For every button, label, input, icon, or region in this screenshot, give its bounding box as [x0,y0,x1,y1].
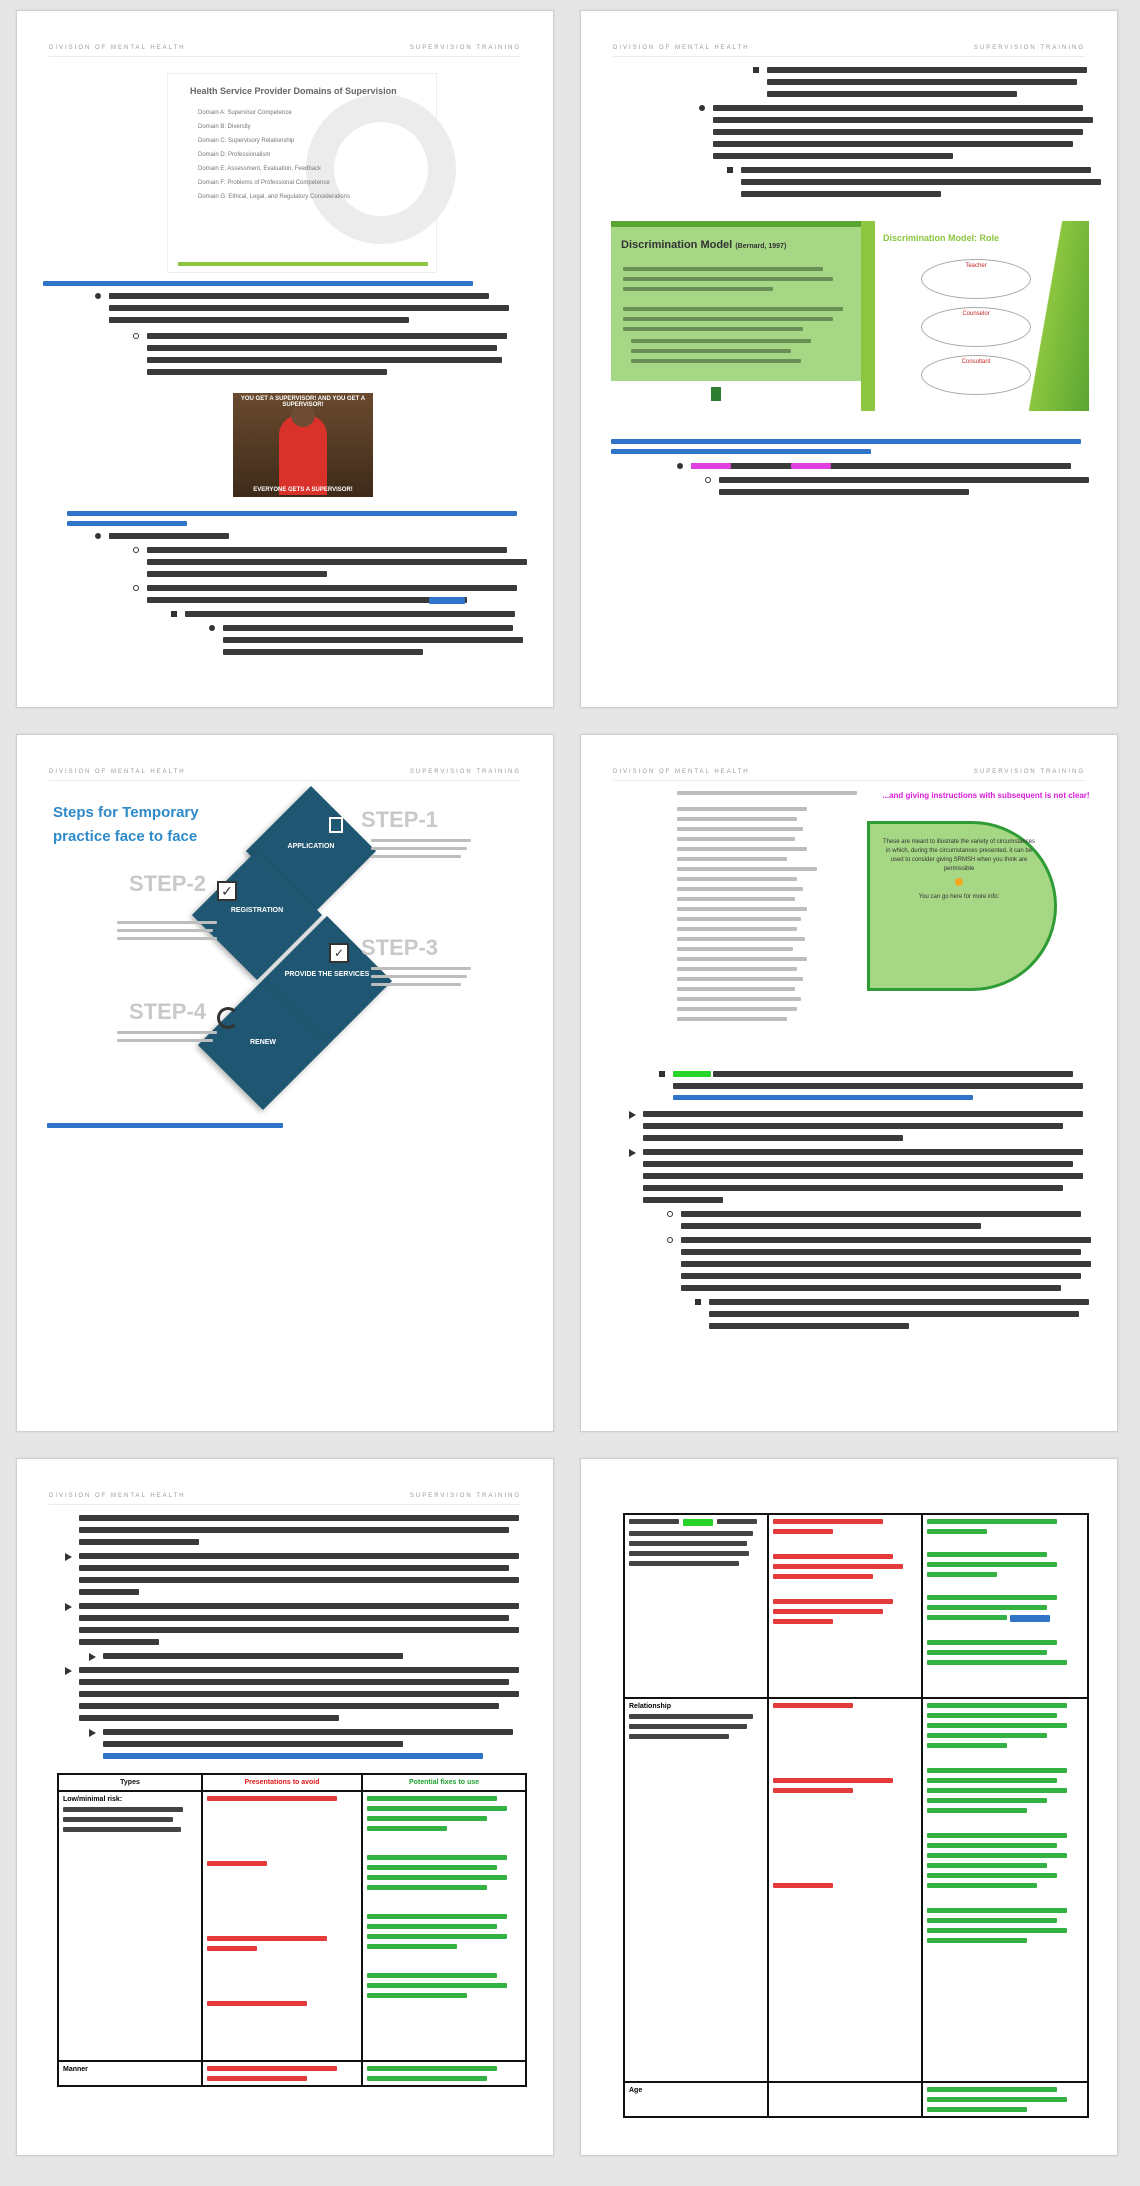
role-label: Consultant [961,359,991,365]
step-desc-line [371,847,467,850]
table-row [624,1698,1088,2082]
bullet-icon [677,463,683,469]
arrow-bullet-icon [629,1111,636,1119]
table-row [58,2061,526,2086]
text-line [79,1639,159,1645]
text-line [223,637,523,643]
slide-text-line [631,339,811,343]
bullet-icon [695,1299,701,1305]
text-line [767,79,1077,85]
text-line [103,1741,403,1747]
text-line [643,1173,1083,1179]
slide-domains-of-supervision [167,73,437,273]
table-cell [768,2082,922,2117]
hyperlink[interactable] [103,1753,483,1759]
text-line [79,1589,139,1595]
guidance-table [57,1773,527,2087]
step3-label: PROVIDE THE SERVICES [284,971,370,978]
bullet-icon [171,611,177,617]
magenta-highlight [791,463,831,469]
text-line [79,1577,519,1583]
slide-item: Domain C: Supervisory Relationship [198,138,295,144]
text-line [79,1679,509,1685]
header-left-text: DIVISION OF MENTAL HEALTH [49,769,186,775]
role-label: Counselor [962,311,990,317]
text-line [79,1603,519,1609]
slide-logo [711,387,721,401]
text-line [713,153,953,159]
slide-item: Domain F: Problems of Professional Competence [198,180,330,186]
step-desc-line [117,1039,213,1042]
text-line [147,357,502,363]
step-desc-line [371,983,461,986]
slide-text-line [623,267,823,271]
header-right-text: SUPERVISION TRAINING [409,45,521,51]
hyperlink[interactable] [47,1123,283,1128]
callout-title: ...and giving instructions with subsequent is not clear! [882,791,1090,800]
hyperlink[interactable] [43,281,473,286]
header-right-text: SUPERVISION TRAINING [409,1493,521,1499]
text-line [147,345,497,351]
bullet-icon [133,585,139,591]
slide-title-text: Discrimination Model [621,239,733,251]
table-cell [624,1698,768,2082]
text-line [79,1627,519,1633]
slide-items-list [198,106,350,204]
text-line [681,1285,1061,1291]
text-line [741,167,1091,173]
header-left-text: DIVISION OF MENTAL HEALTH [613,769,750,775]
role-oval-consultant [921,355,1031,395]
meme-image [233,393,373,497]
text-line [713,141,1073,147]
text-line [147,585,517,591]
text-line [643,1197,723,1203]
text-line [643,1161,1073,1167]
text-line [223,625,513,631]
page-header [49,1493,521,1505]
hyperlink[interactable] [67,511,517,516]
refresh-icon [217,1007,239,1029]
table-cell [624,1514,768,1698]
text-line [79,1667,519,1673]
slide-text-line [623,327,803,331]
step2-label: REGISTRATION [230,907,284,914]
slide-text-line [623,307,843,311]
header-left-text: DIVISION OF MENTAL HEALTH [49,1493,186,1499]
slide-item: Domain E: Assessment, Evaluation, Feedback [198,166,322,172]
slide-title-suffix: (Bernard, 1997) [735,243,787,250]
text-line [109,317,409,323]
step-desc-line [371,855,461,858]
row-label: Low/minimal risk: [63,1796,123,1803]
table-row [624,1514,1088,1698]
document-page-2 [580,10,1118,708]
text-line [681,1273,1081,1279]
text-line [147,571,327,577]
table-cell [362,2061,526,2086]
bullet-icon [95,293,101,299]
text-line [79,1615,509,1621]
text-line [103,1729,513,1735]
step1-label: APPLICATION [287,843,335,850]
text-line [79,1703,499,1709]
text-line [147,597,467,603]
steps-title-line: Steps for Temporary [53,804,199,821]
bullet-icon [209,625,215,631]
table-cell [58,2061,202,2086]
slide-green-bar [178,262,428,266]
step-desc-line [371,839,471,842]
smiley-icon [955,878,963,886]
document-page-5 [16,1458,554,2156]
header-right-text: SUPERVISION TRAINING [973,45,1085,51]
bullet-icon [753,67,759,73]
text-line [767,67,1087,73]
arrow-bullet-icon [65,1667,72,1675]
meme-top-text: YOU GET A SUPERVISOR! AND YOU GET A SUPERVISOR! [240,396,366,408]
steps-title [53,801,199,849]
text-line [643,1149,1083,1155]
table-cell [922,1698,1088,2082]
table-cell [922,1514,1088,1698]
text-line [691,463,1071,469]
text-line [681,1223,981,1229]
text-line [79,1527,509,1533]
bullet-icon [659,1071,665,1077]
step-desc-line [117,1031,217,1034]
bullet-icon [133,547,139,553]
text-line [147,547,507,553]
table-cell [202,2061,362,2086]
text-line [709,1311,1079,1317]
step-desc-line [117,921,217,924]
document-icon [329,817,343,833]
slide-text-line [631,349,791,353]
slide-left-title [621,239,786,251]
green-highlight [673,1071,711,1077]
callout-note: You can go here for more info: [918,894,1000,900]
table-cell [58,1791,202,2061]
text-line [719,489,969,495]
magenta-highlight [691,463,731,469]
step3-heading: STEP-3 [361,935,439,960]
bullet-icon [727,167,733,173]
hyperlink[interactable] [673,1095,973,1100]
hyperlink[interactable] [611,439,1081,444]
highlighted-link[interactable] [429,597,465,604]
bullet-icon [667,1211,673,1217]
text-line [109,305,509,311]
text-line [709,1323,909,1329]
text-line [681,1237,1091,1243]
text-line [79,1691,519,1697]
step-desc-line [371,967,471,970]
text-line [147,333,507,339]
row-label: Manner [63,2066,88,2073]
arrow-bullet-icon [65,1553,72,1561]
text-line [767,91,1017,97]
document-page-4 [580,734,1118,1432]
text-line [147,559,527,565]
table-cell [768,1698,922,2082]
step4-heading: STEP-4 [129,999,207,1024]
slide-item: Domain A: Supervisor Competence [198,110,292,116]
slide-text-line [623,287,773,291]
row-label: Relationship [629,1703,672,1710]
slide-item: Domain G: Ethical, Legal, and Regulatory Considerations [198,194,351,200]
header-right-text: SUPERVISION TRAINING [973,769,1085,775]
table-cell [768,1514,922,1698]
header-left-text: DIVISION OF MENTAL HEALTH [49,45,186,51]
table-row [624,2082,1088,2117]
bullet-icon [699,105,705,111]
text-line [109,293,489,299]
text-line [103,1653,403,1659]
steps-title-line: practice face to face [53,828,198,845]
table-cell [624,2082,768,2117]
role-label: Teacher [965,263,987,269]
text-line [109,533,229,539]
slide-discrimination-model [611,211,1089,411]
text-line [79,1715,339,1721]
text-line [79,1565,509,1571]
checkbox-icon: ✓ [217,881,237,901]
table-header-row [58,1774,526,1791]
step2-heading: STEP-2 [129,871,207,896]
slide-left-panel [611,221,861,381]
text-line [681,1249,1081,1255]
document-page-3 [16,734,554,1432]
table-cell [362,1791,526,2061]
arrow-bullet-icon [89,1653,96,1661]
header-left-text: DIVISION OF MENTAL HEALTH [613,45,750,51]
meme-figure [279,415,327,495]
text-line [643,1185,1063,1191]
role-oval-counselor [921,307,1031,347]
table-cell [922,2082,1088,2117]
slide-item: Domain D: Professionalism [198,152,271,158]
row-label: Age [629,2087,643,2094]
bullet-icon [705,477,711,483]
slide-title: Health Service Provider Domains of Supervision [190,86,397,96]
step4-label: RENEW [249,1039,277,1046]
page-header [49,45,521,57]
slide-item: Domain B: Diversity [198,124,251,130]
text-line [709,1299,1089,1305]
step-desc-line [117,929,213,932]
text-line [223,649,423,655]
slide-right-title: Discrimination Model: Role [883,233,1000,243]
arrow-bullet-icon [89,1729,96,1737]
text-line [719,477,1089,483]
slide-text-line [631,359,801,363]
text-line [673,1083,1083,1089]
table-header-cell: Presentations to avoid [202,1774,362,1791]
text-line [713,1071,1073,1077]
dated-list-image [677,791,867,1031]
text-line [681,1211,1081,1217]
bullet-icon [667,1237,673,1243]
slide-text-line [623,277,833,281]
page-header [613,769,1085,781]
text-line [185,611,515,617]
text-line [713,105,1083,111]
slide-right-stripe [1029,221,1089,411]
hyperlink[interactable] [611,449,871,454]
bullet-icon [133,333,139,339]
bullet-icon [95,533,101,539]
slide-text-line [623,317,833,321]
role-oval-teacher [921,259,1031,299]
table-row [58,1791,526,2061]
page-header [49,769,521,781]
table-header-cell: Potential fixes to use [362,1774,526,1791]
text-line [79,1553,519,1559]
document-page-1 [16,10,554,708]
text-line [79,1515,519,1521]
slide-left-stripe [861,221,875,411]
header-right-text: SUPERVISION TRAINING [409,769,521,775]
guidance-table-continued [623,1513,1089,2118]
calendar-icon: ✓ [329,943,349,963]
arrow-bullet-icon [629,1149,636,1157]
step1-heading: STEP-1 [361,807,439,832]
page-header [613,45,1085,57]
text-line [643,1111,1083,1117]
text-line [643,1123,1063,1129]
text-line [713,129,1083,135]
text-line [147,369,387,375]
table-cell [202,1791,362,2061]
document-page-6 [580,1458,1118,2156]
arrow-bullet-icon [65,1603,72,1611]
callout-body: These are meant to illustrate the variety of circumstances in which, during the circumstances presented, it can be used to consider giving SRMSH when you think are permissible [882,839,1036,872]
hyperlink[interactable] [67,521,187,526]
text-line [741,179,1101,185]
text-line [681,1261,1091,1267]
text-line [79,1539,199,1545]
step-desc-line [117,937,217,940]
step-desc-line [371,975,467,978]
table-header-cell: Types [58,1774,202,1791]
text-line [713,117,1093,123]
meme-bottom-text: EVERYONE GETS A SUPERVISOR! [253,487,353,493]
text-line [643,1135,903,1141]
callout-bubble [867,821,1057,991]
text-line [741,191,941,197]
